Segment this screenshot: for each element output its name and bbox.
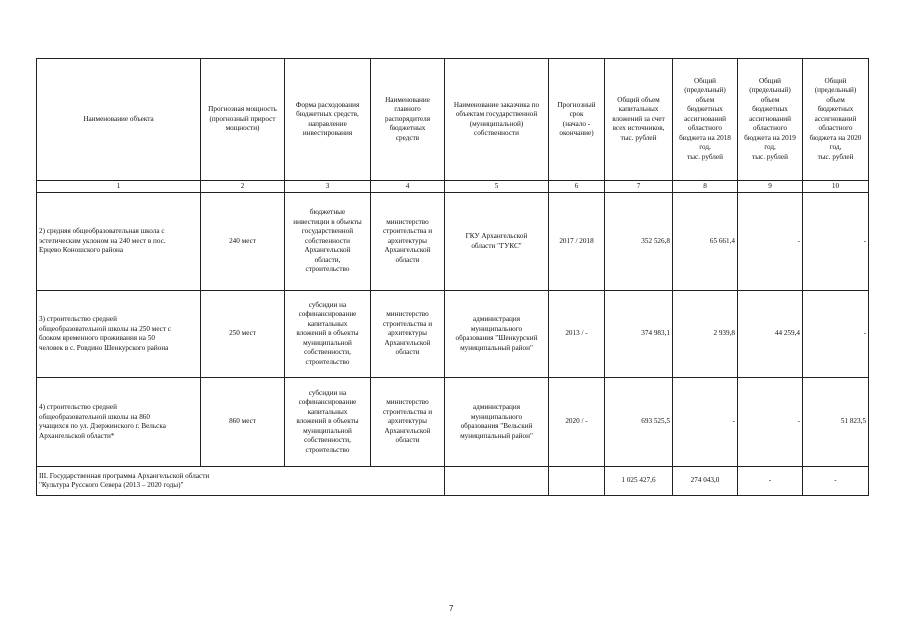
cell-text-line: собственности: [474, 129, 519, 137]
cell-text-line: инвестирования: [302, 129, 353, 137]
column-number: 7: [605, 181, 673, 193]
cell-text-line: Прогнозный: [557, 100, 596, 109]
cell-text-line: областного: [688, 124, 722, 133]
cell-text-line: человек в с. Ровдино Шенкурского района: [39, 343, 169, 352]
cell-text-line: бюджетных: [752, 105, 788, 114]
cell-text-line: муниципальный район": [460, 343, 533, 352]
total-investment-cell: 374 983,1: [605, 291, 673, 378]
capacity-cell: 250 мест: [201, 291, 285, 378]
cell-text-line: Архангельской: [384, 426, 431, 435]
cell-text-line: вложений в объекты: [296, 329, 359, 338]
cell-text-line: III. Государственная программа Архангельской области: [39, 471, 210, 480]
cell-text-line: Общий: [693, 76, 717, 85]
object-name-cell: [37, 193, 201, 291]
cell-text-line: Общий: [824, 76, 847, 85]
cell-text-line: бюджета на 2020: [809, 133, 862, 142]
cell-text-line: области: [395, 255, 420, 264]
cell-text-line: Общий объем: [617, 95, 660, 104]
total-investment-cell: 352 526,8: [605, 193, 673, 291]
cell-text-line: мощности): [225, 124, 260, 133]
cell-text-line: государственной: [301, 227, 354, 236]
cell-text-line: окончание): [559, 129, 594, 137]
budget-2019-cell: -: [738, 193, 803, 291]
cell-text-line: капитальных: [307, 407, 348, 416]
spending-form-cell: [285, 193, 371, 291]
cell-text-line: бюджетных: [687, 105, 723, 114]
cell-text-line: областного: [818, 124, 853, 133]
header-spending-form: [285, 59, 371, 181]
column-number: 9: [738, 181, 803, 193]
cell-text-line: 4) строительство средней: [39, 403, 117, 411]
cell-text-line: вложений в объекты: [296, 417, 359, 426]
header-total-investment: [605, 59, 673, 181]
cell-text-line: (прогнозный прирост: [209, 114, 276, 123]
cell-text-line: вложений за счет: [612, 114, 665, 123]
column-number-row: [37, 181, 869, 193]
cell-text-line: объем: [695, 95, 715, 104]
header-term: [549, 59, 605, 181]
budget-2018-cell: -: [673, 378, 738, 467]
column-number: 1: [37, 181, 201, 193]
cell-text-line: всех источников,: [612, 124, 665, 133]
cell-text-line: капитальных: [618, 105, 659, 114]
object-name-cell: [37, 378, 201, 467]
cell-text-line: области: [395, 348, 420, 357]
page-number: 7: [449, 604, 454, 613]
cell-text-line: (начало -: [562, 119, 591, 128]
cell-text-line: муниципальный район": [460, 431, 533, 440]
cell-text-line: бюджета на 2019: [744, 133, 796, 142]
header-budget-2018: [673, 59, 738, 181]
table-row: [37, 193, 869, 291]
cell-text-line: капитальных: [307, 319, 348, 328]
budget-2019-cell: -: [738, 378, 803, 467]
cell-text-line: тыс. рублей: [687, 152, 723, 161]
header-capacity: [201, 59, 285, 181]
cell-text-line: Архангельской области*: [39, 431, 115, 440]
capacity-cell: 860 мест: [201, 378, 285, 467]
cell-text-line: министерство: [386, 217, 429, 226]
cell-text-line: собственности,: [304, 436, 351, 445]
term-cell: 2020 / -: [549, 378, 605, 467]
cell-text-line: Архангельской: [384, 246, 431, 255]
header-budget-2019: [738, 59, 803, 181]
cell-text-line: софинансирование: [298, 398, 357, 407]
table-row: [37, 291, 869, 378]
cell-text-line: области "ГУКС": [471, 241, 522, 250]
cell-text-line: строительство: [305, 357, 350, 366]
cell-text-line: архитектуры: [387, 329, 427, 338]
cell-text-line: тыс. рублей: [752, 152, 788, 161]
column-number: 10: [803, 181, 869, 193]
term-cell: 2017 / 2018: [549, 193, 605, 291]
cell-text-line: софинансирование: [298, 310, 357, 319]
spending-form-cell: [285, 378, 371, 467]
cell-text-line: Общий: [758, 76, 782, 85]
cell-text-line: Форма расходования: [295, 100, 360, 109]
cell-text-line: Наименование заказчика по: [453, 100, 540, 109]
cell-text-line: администрация: [472, 403, 521, 411]
column-number: 6: [549, 181, 605, 193]
cell-text-line: объектам государственной: [455, 110, 538, 118]
program-budget-2020-cell: -: [803, 467, 869, 496]
customer-cell: [445, 291, 549, 378]
capital-investment-table: [36, 58, 869, 496]
cell-text-line: архитектуры: [387, 236, 427, 245]
cell-text-line: министерство: [386, 310, 429, 319]
cell-text-line: средств: [395, 133, 420, 142]
column-number: 4: [371, 181, 445, 193]
cell-text-line: ассигнований: [684, 114, 726, 123]
spending-form-cell: [285, 291, 371, 378]
object-name-cell: [37, 291, 201, 378]
total-investment-cell: 693 525,5: [605, 378, 673, 467]
cell-text-line: Архангельской: [304, 246, 351, 255]
cell-text-line: строительство: [305, 265, 350, 274]
cell-text-line: бюджета на 2018: [679, 133, 731, 142]
cell-text-line: муниципальной: [303, 426, 352, 435]
cell-text-line: объем: [760, 95, 780, 104]
cell-text-line: общеобразовательной школы на 250 мест с: [39, 324, 172, 333]
table-row: [37, 378, 869, 467]
budget-manager-cell: [371, 193, 445, 291]
cell-text-line: областного: [753, 124, 787, 133]
budget-2020-cell: 51 823,5: [803, 378, 869, 467]
cell-text-line: муниципального: [470, 412, 523, 421]
cell-text-line: субсидии на: [308, 300, 347, 309]
column-number: 2: [201, 181, 285, 193]
budget-2020-cell: -: [803, 291, 869, 378]
cell-text-line: образования "Вельский: [460, 422, 533, 430]
cell-text-line: собственности: [305, 236, 350, 245]
cell-text-line: тыс. рублей: [620, 133, 657, 142]
header-customer: [445, 59, 549, 181]
cell-text-line: блоком временного проживания на 50: [39, 334, 155, 342]
cell-text-line: Наименование объекта: [83, 114, 154, 123]
cell-text-line: ассигнований: [814, 114, 857, 123]
cell-text-line: год,: [764, 143, 776, 152]
header-budget-manager: [371, 59, 445, 181]
cell-text-line: субсидии на: [308, 388, 347, 397]
cell-text-line: бюджетных средств,: [296, 110, 359, 118]
cell-text-line: общеобразовательной школы на 860: [39, 412, 150, 421]
cell-text-line: год,: [699, 143, 711, 152]
cell-text-line: инвестиции в объекты: [293, 217, 362, 226]
cell-text-line: учащихся по ул. Дзержинского г. Вельска: [39, 422, 166, 430]
cell-text-line: бюджетных: [817, 105, 854, 114]
budget-2020-cell: -: [803, 193, 869, 291]
cell-text-line: Архангельской: [384, 338, 431, 347]
header-budget-2020: [803, 59, 869, 181]
cell-text-line: (муниципальной): [469, 119, 524, 128]
capacity-cell: 240 мест: [201, 193, 285, 291]
budget-manager-cell: [371, 378, 445, 467]
cell-text-line: бюджетные: [309, 208, 346, 217]
column-number: 5: [445, 181, 549, 193]
program-budget-2019-cell: -: [738, 467, 803, 496]
cell-text-line: области: [395, 436, 420, 445]
cell-text-line: срок: [569, 110, 584, 118]
cell-text-line: Прогнозная мощность: [208, 105, 277, 114]
cell-text-line: распорядителя: [384, 114, 431, 123]
customer-cell: [445, 378, 549, 467]
cell-text-line: ассигнований: [749, 114, 791, 123]
cell-text-line: (предельный): [749, 86, 791, 95]
cell-text-line: направление: [308, 119, 347, 128]
cell-text-line: строительство: [305, 445, 350, 454]
cell-text-line: образования "Шенкурский: [455, 334, 538, 342]
budget-2019-cell: 44 259,4: [738, 291, 803, 378]
cell-text-line: тыс. рублей: [817, 152, 854, 161]
budget-manager-cell: [371, 291, 445, 378]
cell-text-line: муниципального: [470, 324, 523, 333]
cell-text-line: Наименование: [385, 95, 430, 104]
program-total-cell: 1 025 427,6: [605, 467, 673, 496]
cell-text-line: эстетическим уклоном на 240 мест в пос.: [39, 236, 166, 245]
customer-cell: [445, 193, 549, 291]
program-budget-2018-cell: 274 043,0: [673, 467, 738, 496]
empty-cell: [549, 467, 605, 496]
cell-text-line: (предельный): [684, 86, 726, 95]
cell-text-line: бюджетных: [389, 124, 426, 133]
cell-text-line: архитектуры: [387, 417, 427, 426]
cell-text-line: 3) строительство средней: [39, 315, 117, 323]
cell-text-line: "Культура Русского Севера (2013 – 2020 годы)": [39, 481, 184, 489]
cell-text-line: год,: [829, 143, 842, 152]
empty-cell: [445, 467, 549, 496]
cell-text-line: (предельный): [814, 86, 857, 95]
cell-text-line: строительства и: [382, 319, 433, 328]
cell-text-line: главного: [394, 105, 421, 114]
cell-text-line: министерство: [386, 398, 429, 407]
budget-2018-cell: 2 939,8: [673, 291, 738, 378]
header-object-name: [37, 59, 201, 181]
program-name-cell: [37, 467, 445, 496]
cell-text-line: объем: [826, 95, 845, 104]
cell-text-line: строительства и: [382, 227, 433, 236]
cell-text-line: 2) средняя общеобразовательная школа с: [39, 227, 165, 236]
budget-2018-cell: 65 661,4: [673, 193, 738, 291]
program-summary-row: [37, 467, 869, 496]
column-number: 8: [673, 181, 738, 193]
cell-text-line: области,: [314, 255, 341, 264]
cell-text-line: ГКУ Архангельской: [465, 232, 528, 240]
cell-text-line: муниципальной: [303, 338, 352, 347]
column-number: 3: [285, 181, 371, 193]
table-header-row: [37, 59, 869, 181]
cell-text-line: администрация: [472, 315, 521, 323]
cell-text-line: собственности,: [304, 348, 351, 357]
cell-text-line: строительства и: [382, 407, 433, 416]
term-cell: 2013 / -: [549, 291, 605, 378]
cell-text-line: Ерцево Коношского района: [39, 246, 124, 255]
